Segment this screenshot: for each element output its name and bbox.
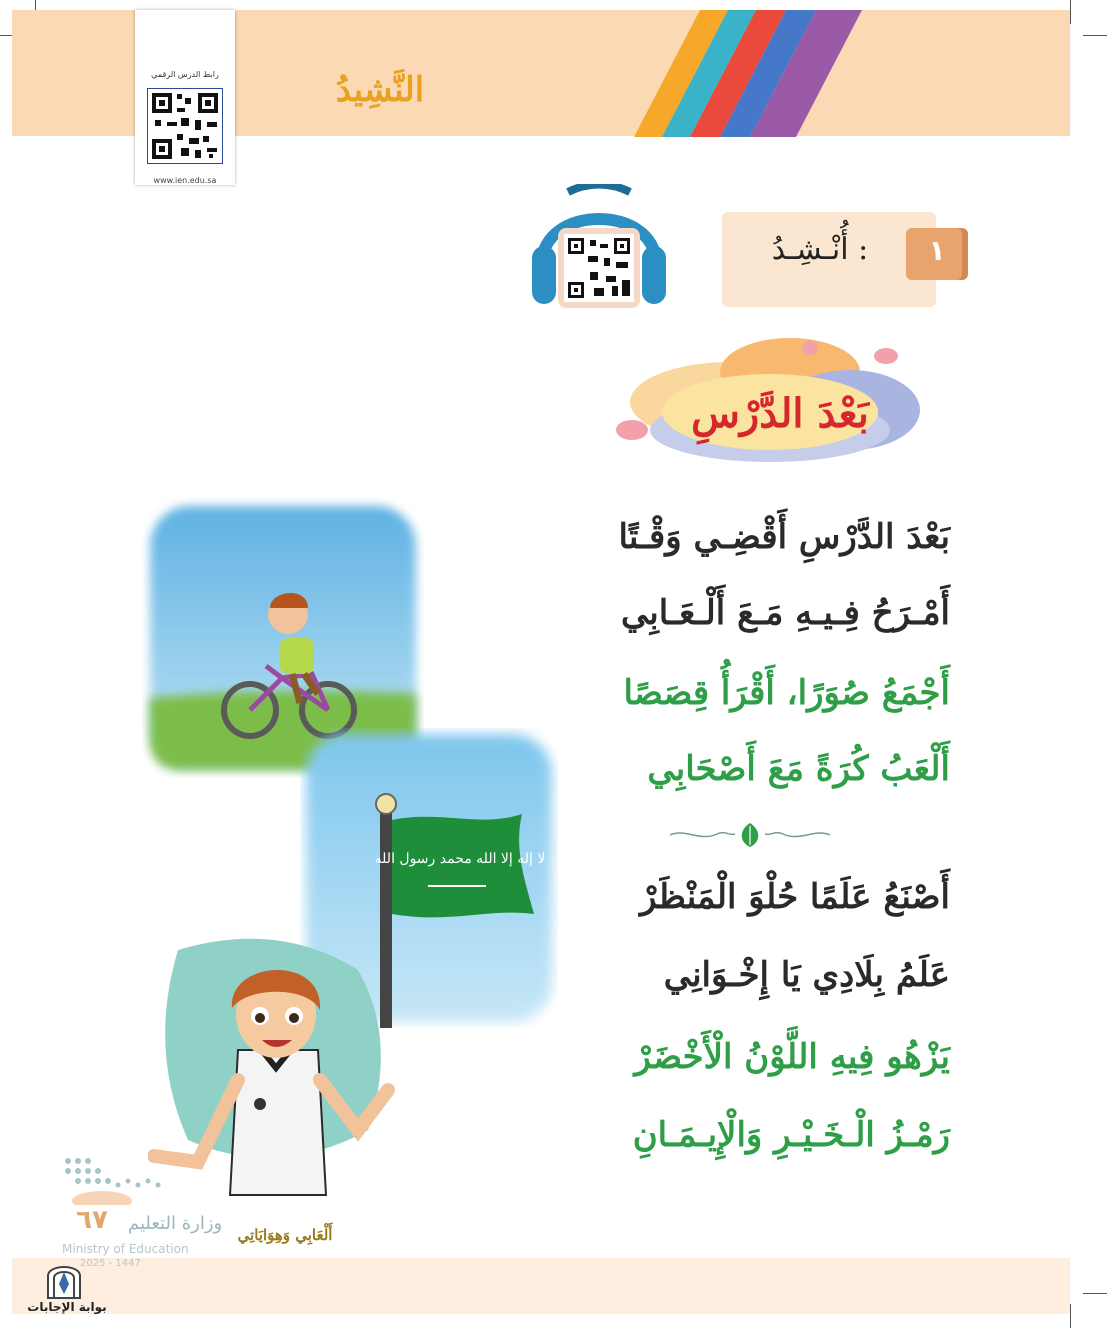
ministry-dots-logo — [62, 1155, 172, 1205]
qr-url[interactable]: www.ien.edu.sa — [153, 176, 217, 185]
crop-mark — [1070, 1304, 1071, 1328]
verse-5: أَصْنَعُ عَلَمًا حُلْوَ الْمَنْظَرْ — [640, 877, 950, 917]
verse-1: بَعْدَ الدَّرْسِ أَقْضِـي وَقْـتًا — [618, 517, 950, 557]
ministry-year: 2025 - 1447 — [80, 1258, 141, 1269]
answers-portal-label[interactable]: بوابة الإجابات — [27, 1300, 107, 1314]
crop-mark — [1083, 35, 1107, 36]
ministry-name-en: Ministry of Education — [62, 1242, 189, 1256]
crop-mark — [1070, 0, 1071, 24]
activity-label: أُنْـشِـدُ : — [771, 232, 869, 267]
leaf-divider-icon — [665, 820, 835, 850]
ministry-name-ar: وزارة التعليم — [128, 1213, 223, 1234]
verse-6: عَلَمُ بِلَادِي يَا إِخْـوَانِي — [663, 955, 950, 995]
footer-band — [12, 1258, 1070, 1314]
verse-4: أَلْعَبُ كُرَةً مَعَ أَصْحَابِي — [647, 749, 950, 789]
lesson-title: النَّشِيدُ — [335, 70, 425, 110]
headphones-icon[interactable] — [528, 184, 670, 314]
verse-7: يَزْهُو فِيهِ اللَّوْنُ الْأَخْضَرْ — [634, 1037, 950, 1077]
qr-code-icon[interactable] — [147, 88, 223, 164]
answers-portal-icon[interactable] — [44, 1258, 84, 1300]
page-number: ٦٧ — [76, 1205, 108, 1235]
flag-shahada: لا إله إلا الله محمد رسول الله — [374, 851, 546, 867]
rainbow-stripes — [630, 10, 870, 137]
crop-mark — [1083, 1293, 1107, 1294]
verse-3: أَجْمَعُ صُوَرًا، أَقْرَأُ قِصَصًا — [623, 673, 950, 713]
step-number: ١ — [928, 234, 946, 267]
poem-title: بَعْدَ الدَّرْسِ — [691, 390, 869, 437]
qr-caption: رابط الدرس الرقمي — [151, 70, 219, 79]
presenting-boy-illustration — [148, 930, 408, 1198]
verse-8: رَمْـزُ الْـخَـيْـرِ وَالْإِيـمَـانِ — [632, 1115, 950, 1155]
verse-2: أَمْـرَحُ فِـيـهِ مَـعَ أَلْـعَـابِي — [620, 593, 950, 633]
chapter-name: أَلْعَابِي وَهِوَايَاتِي — [237, 1226, 333, 1244]
qr-card[interactable] — [135, 10, 235, 185]
